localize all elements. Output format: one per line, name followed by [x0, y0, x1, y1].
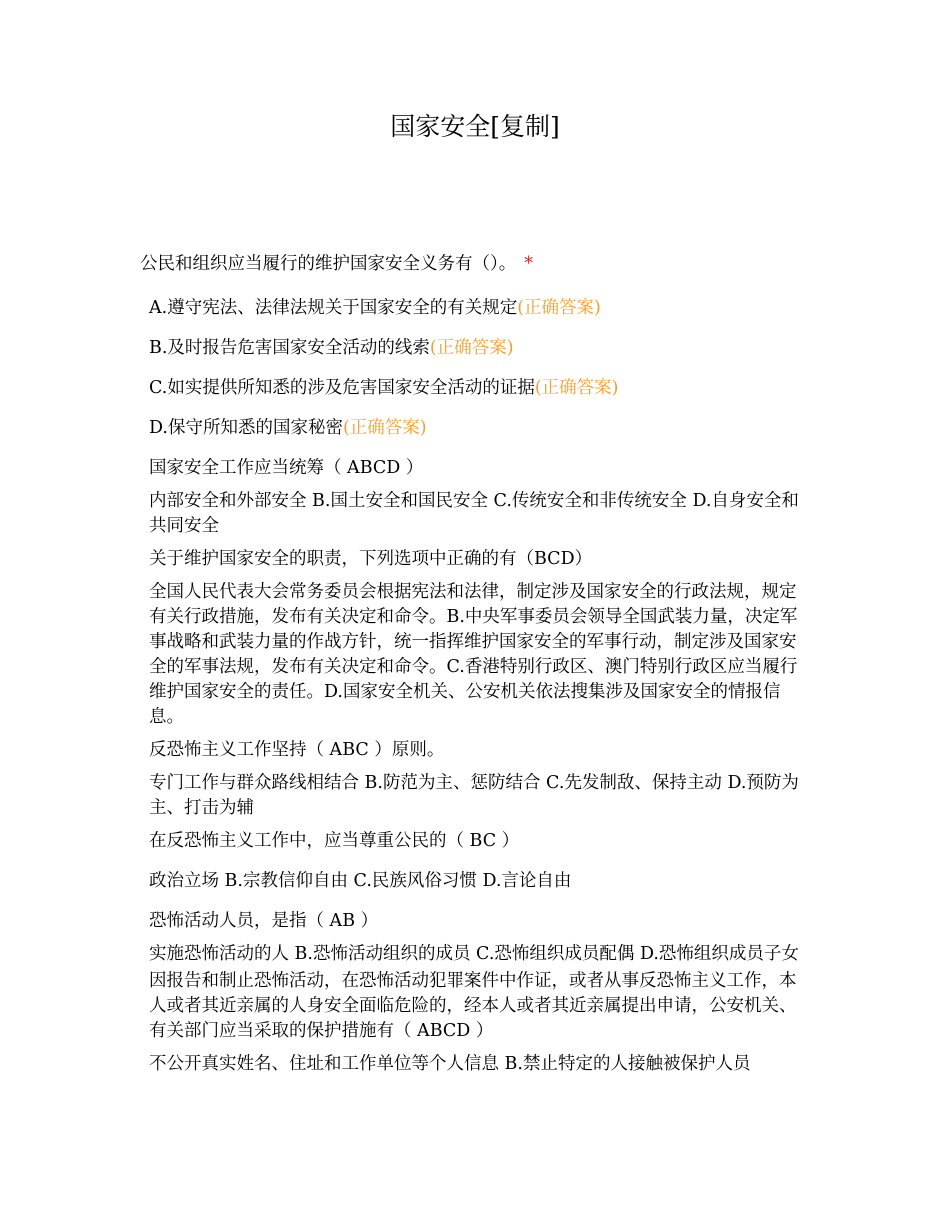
body-paragraph: 国家安全工作应当统筹（ ABCD ） [149, 458, 424, 478]
body-paragraph: 全国人民代表大会常务委员会根据宪法和法律，制定涉及国家安全的行政法规，规定有关行政措施，发布有关决定和命令。B.中央军事委员会领导全国武装力量，决定军事战略和武装力量的作战方针，统一指挥维护国家安全的军事行动，制定涉及国家安全的军事法规，发布有关决定和命令。C.香港特别行政区、澳门特别行政区应当履行维护国家安全的责任。D.国家安全机关、公安机关依法搜集涉及国家安全的情报信息。 [149, 582, 798, 727]
option-a-text: A.遵守宪法、法律法规关于国家安全的有关规定 [149, 298, 518, 318]
body-paragraph: 政治立场 B.宗教信仰自由 C.民族风俗习惯 D.言论自由 [149, 871, 572, 891]
body-paragraph: 反恐怖主义工作坚持（ ABC ）原则。 [149, 740, 445, 760]
option-c [149, 376, 804, 401]
body-paragraph: 恐怖活动人员，是指（ AB ） [149, 911, 379, 931]
option-b [149, 336, 804, 361]
correct-answer-label: (正确答案) [517, 298, 601, 318]
required-star: * [524, 254, 533, 274]
body-paragraph: 内部安全和外部安全 B.国土安全和国民安全 C.传统安全和非传统安全 D.自身安全和共同安全 [149, 491, 799, 536]
body-paragraph: 关于维护国家安全的职责，下列选项中正确的有（BCD） [149, 549, 593, 569]
option-c-text: C.如实提供所知悉的涉及危害国家安全活动的证据 [149, 378, 535, 398]
option-d [149, 416, 804, 441]
body-paragraph: 专门工作与群众路线相结合 B.防范为主、惩防结合 C.先发制敌、保持主动 D.预防为主、打击为辅 [149, 773, 799, 818]
question-text: 公民和组织应当履行的维护国家安全义务有（）。 [140, 254, 517, 274]
body-paragraph: 不公开真实姓名、住址和工作单位等个人信息 B.禁止特定的人接触被保护人员 [149, 1054, 751, 1074]
body-paragraph: 在反恐怖主义工作中，应当尊重公民的（ BC ） [149, 831, 520, 851]
option-a [149, 296, 804, 321]
body-paragraph: 因报告和制止恐怖活动，在恐怖活动犯罪案件中作证，或者从事反恐怖主义工作，本人或者其近亲属的人身安全面临危险的，经本人或者其近亲属提出申请，公安机关、有关部门应当采取的保护措施有（ ABCD ） [149, 971, 797, 1041]
option-d-text: D.保守所知悉的国家秘密 [149, 418, 343, 438]
correct-answer-label: (正确答案) [429, 338, 514, 358]
correct-answer-label: (正确答案) [534, 378, 619, 398]
question-title [140, 252, 820, 276]
question-content [149, 296, 804, 1085]
option-b-text: B.及时报告危害国家安全活动的线索 [149, 338, 430, 358]
correct-answer-label: (正确答案) [342, 418, 427, 438]
page-title: 国家安全[复制] [390, 112, 560, 141]
body-paragraph: 实施恐怖活动的人 B.恐怖活动组织的成员 C.恐怖组织成员配偶 D.恐怖组织成员子女 [149, 944, 799, 964]
